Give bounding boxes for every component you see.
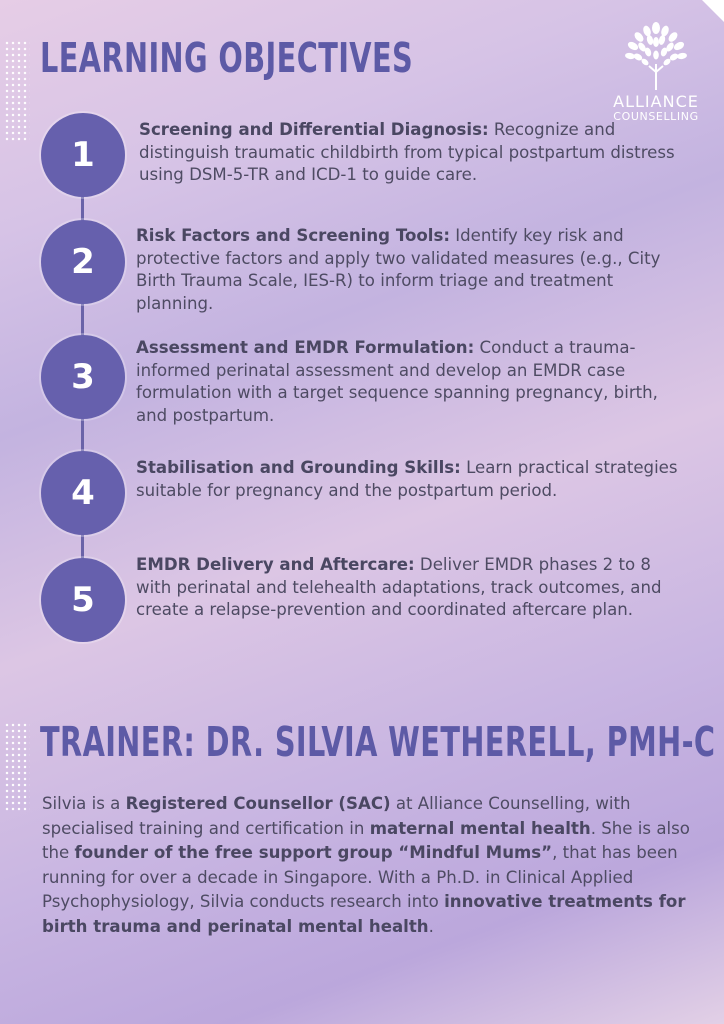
brand-name-line1: ALLIANCE: [613, 92, 699, 111]
bio-segment-2: Registered Counsellor (SAC): [125, 794, 391, 813]
objective-number-5: 5: [41, 558, 125, 642]
objective-2-text: [136, 225, 681, 315]
objective-5-text: [136, 554, 681, 622]
tree-logo-icon: [616, 20, 696, 92]
objective-number-2: 2: [41, 220, 125, 304]
bio-segment-1: Silvia is a: [42, 794, 126, 813]
objective-3-text: [136, 337, 681, 427]
objective-1-body: Recognize and distinguish traumatic childbirth from typical postpartum distress using DSM-5-TR and ICD-1 to guide care.: [139, 120, 675, 184]
bio-segment-5: . She is also the: [42, 818, 690, 862]
bio-segment-9: .: [428, 916, 434, 936]
objective-2-body: Identify key risk and protective factors and apply two validated measures (e.g., City Birth Trauma Scale, IES-R) to inform triage and treatment planning.: [136, 226, 661, 313]
corner-fold-decoration: [702, 0, 724, 22]
objective-number-3: 3: [41, 335, 125, 419]
objective-3-body: Conduct a trauma-informed perinatal assessment and develop an EMDR case formulation with a target sequence spanning pregnancy, birth, and postpartum.: [136, 338, 658, 425]
objective-5-heading: EMDR Delivery and Aftercare:: [136, 555, 415, 574]
objective-1-heading: Screening and Differential Diagnosis:: [139, 120, 489, 139]
objective-number-1: 1: [41, 113, 125, 197]
bio-segment-3: at Alliance Counselling, with specialised training and certification in: [42, 794, 631, 838]
bio-segment-8: innovative treatments for birth trauma and perinatal mental health: [42, 892, 686, 936]
objective-5-body: Deliver EMDR phases 2 to 8 with perinatal and telehealth adaptations, track outcomes, and create a relapse-prevention and coordinated aftercare plan.: [136, 555, 662, 619]
objective-2-heading: Risk Factors and Screening Tools:: [136, 226, 450, 245]
dot-grid-top-icon: [4, 40, 30, 142]
bio-segment-6: founder of the free support group “Mindful Mums”: [74, 843, 553, 862]
trainer-title: TRAINER: DR. SILVIA WETHERELL, PMH-C: [40, 718, 716, 766]
bio-segment-7: , that has been running for over a decade in Singapore. With a Ph.D. in Clinical Applied Psychophysiology, Silvia conducts research into: [42, 843, 678, 911]
brand-logo: [604, 20, 708, 123]
trainer-bio: [42, 792, 692, 939]
objective-4-body: Learn practical strategies suitable for pregnancy and the postpartum period.: [136, 458, 678, 500]
objective-1-text: [139, 119, 684, 187]
bio-segment-4: maternal mental health: [369, 818, 591, 838]
dot-grid-bottom-icon: [4, 722, 30, 812]
objective-4-text: [136, 457, 681, 502]
objective-3-heading: Assessment and EMDR Formulation:: [136, 338, 475, 357]
learning-objectives-title: LEARNING OBJECTIVES: [40, 34, 414, 82]
objective-number-4: 4: [41, 451, 125, 535]
brand-name-line2: COUNSELLING: [613, 110, 699, 123]
objective-4-heading: Stabilisation and Grounding Skills:: [136, 458, 461, 477]
